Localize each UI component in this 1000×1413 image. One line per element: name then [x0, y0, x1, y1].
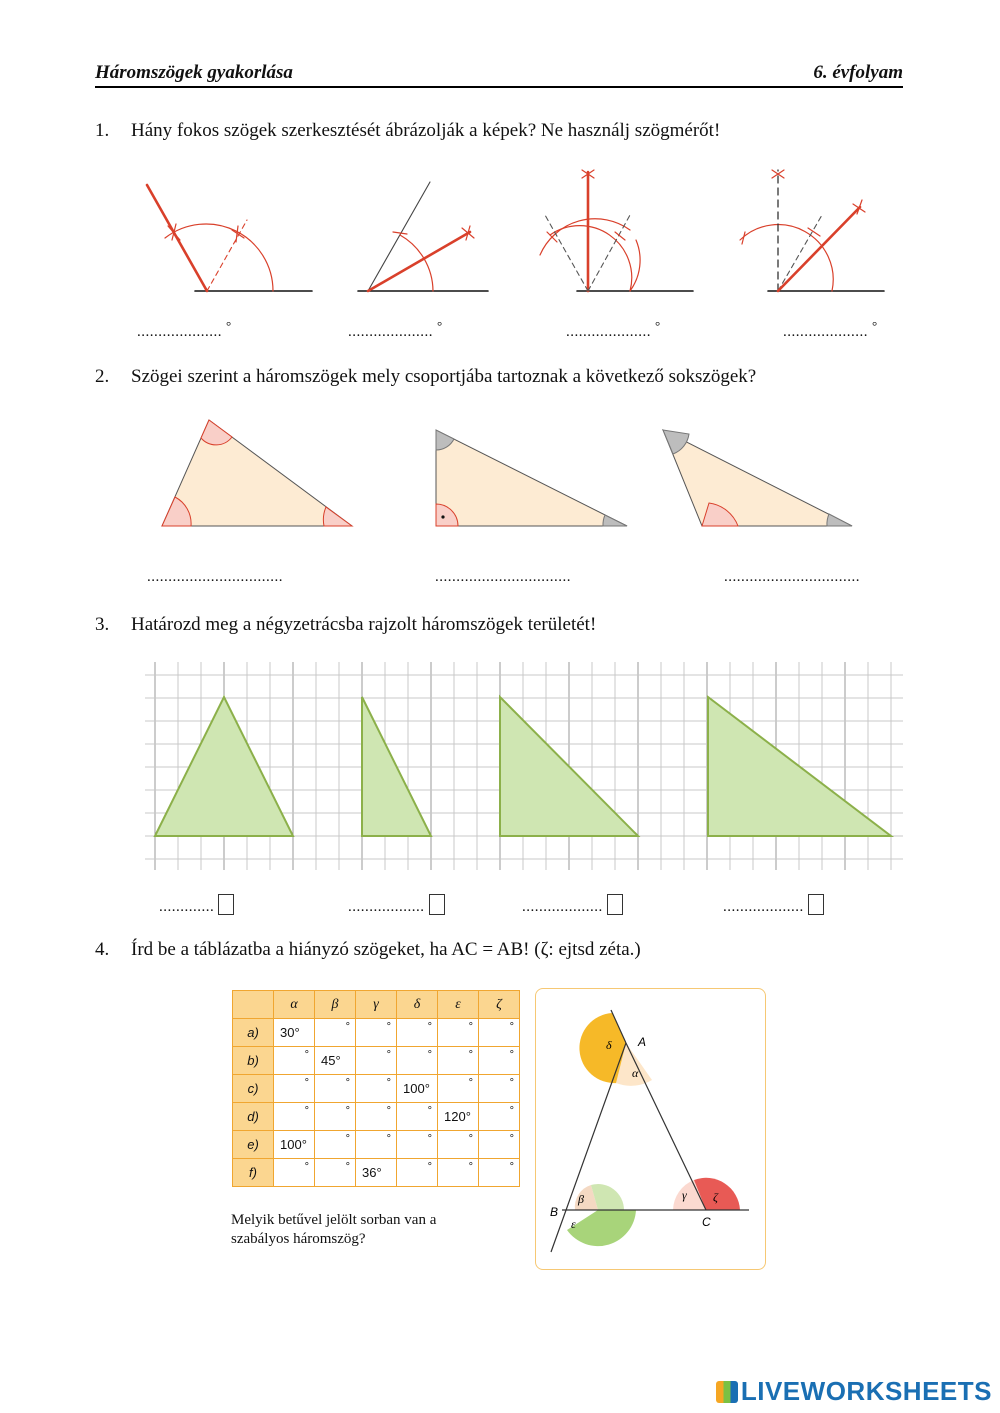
row-label: d)	[233, 1103, 274, 1131]
question-number: 4.	[95, 939, 110, 960]
col-header: ζ	[479, 991, 520, 1019]
svg-text:β: β	[578, 1192, 584, 1206]
row-label: a)	[233, 1019, 274, 1047]
missing-angle-input[interactable]: °	[274, 1075, 315, 1103]
question-text: Határozd meg a négyzetrácsba rajzolt háromszögek területét!	[131, 614, 597, 635]
question-number: 1.	[95, 120, 110, 141]
missing-angle-input[interactable]: °	[315, 1075, 356, 1103]
answer-blank-triangle-3[interactable]: ................................	[724, 569, 860, 585]
missing-angle-input[interactable]: °	[315, 1019, 356, 1047]
liveworksheets-logo: LIVEWORKSHEETS	[716, 1376, 992, 1407]
missing-angle-input[interactable]: °	[315, 1131, 356, 1159]
answer-blank-4[interactable]: .................... °	[783, 318, 878, 340]
missing-angle-input[interactable]: °	[274, 1047, 315, 1075]
missing-angle-input[interactable]: °	[479, 1047, 520, 1075]
col-header: δ	[397, 991, 438, 1019]
missing-angle-input[interactable]: °	[356, 1019, 397, 1047]
svg-text:α: α	[632, 1066, 639, 1080]
answer-blank-1[interactable]: .................... °	[137, 318, 232, 340]
missing-angle-input[interactable]: °	[438, 1075, 479, 1103]
answer-blank-2[interactable]: .................... °	[348, 318, 443, 340]
svg-text:B: B	[550, 1205, 559, 1219]
missing-angle-input[interactable]: °	[397, 1019, 438, 1047]
row-label: f)	[233, 1159, 274, 1187]
missing-angle-input[interactable]: °	[397, 1103, 438, 1131]
missing-angle-input[interactable]: °	[356, 1075, 397, 1103]
missing-angle-input[interactable]: °	[438, 1019, 479, 1047]
col-header: γ	[356, 991, 397, 1019]
missing-angle-input[interactable]: °	[479, 1019, 520, 1047]
missing-angle-input[interactable]: °	[397, 1047, 438, 1075]
svg-text:δ: δ	[606, 1038, 612, 1052]
col-header: ε	[438, 991, 479, 1019]
svg-text:ζ: ζ	[713, 1190, 718, 1204]
missing-angle-input[interactable]: °	[397, 1131, 438, 1159]
question-text: Hány fokos szögek szerkesztését ábrázolják a képek? Ne használj szögmérőt!	[131, 120, 721, 141]
worksheet-title: Háromszögek gyakorlása	[95, 62, 293, 83]
svg-text:ε: ε	[571, 1217, 576, 1231]
given-angle-cell: 45°	[315, 1047, 356, 1075]
missing-angle-input[interactable]: °	[315, 1159, 356, 1187]
col-header: α	[274, 991, 315, 1019]
question-text: Írd be a táblázatba a hiányzó szögeket, ha AC = AB! (ζ: ejtsd zéta.)	[131, 939, 641, 960]
given-angle-cell: 30°	[274, 1019, 315, 1047]
answer-blank-triangle-1[interactable]: ................................	[147, 569, 283, 585]
svg-text:A: A	[638, 1035, 647, 1049]
svg-text:γ: γ	[682, 1188, 687, 1202]
row-label: e)	[233, 1131, 274, 1159]
answer-blank-triangle-2[interactable]: ................................	[435, 569, 571, 585]
svg-text:C: C	[702, 1215, 711, 1229]
missing-angle-input[interactable]: °	[397, 1159, 438, 1187]
missing-angle-input[interactable]: °	[438, 1159, 479, 1187]
area-answer-3[interactable]: ...................	[522, 894, 623, 916]
given-angle-cell: 36°	[356, 1159, 397, 1187]
row-label: c)	[233, 1075, 274, 1103]
missing-angle-input[interactable]: °	[479, 1131, 520, 1159]
grade-label: 6. évfolyam	[813, 62, 903, 83]
question-text: Szögei szerint a háromszögek mely csoportjába tartoznak a következő sokszögek?	[131, 366, 757, 387]
question-number: 2.	[95, 366, 110, 387]
missing-angle-input[interactable]: °	[274, 1159, 315, 1187]
missing-angle-input[interactable]: °	[479, 1159, 520, 1187]
row-label: b)	[233, 1047, 274, 1075]
logo-icon	[716, 1381, 738, 1403]
missing-angle-input[interactable]: °	[438, 1131, 479, 1159]
answer-blank-3[interactable]: .................... °	[566, 318, 661, 340]
missing-angle-input[interactable]: °	[479, 1075, 520, 1103]
missing-angle-input[interactable]: °	[315, 1103, 356, 1131]
missing-angle-input[interactable]: °	[438, 1047, 479, 1075]
table-question: Melyik betűvel jelölt sorban van a szabályos háromszög?	[231, 1212, 437, 1247]
given-angle-cell: 120°	[438, 1103, 479, 1131]
area-answer-1[interactable]: .............	[159, 894, 234, 916]
area-answer-4[interactable]: ...................	[723, 894, 824, 916]
given-angle-cell: 100°	[397, 1075, 438, 1103]
question-number: 3.	[95, 614, 110, 635]
col-header: β	[315, 991, 356, 1019]
area-answer-2[interactable]: ..................	[348, 894, 445, 916]
missing-angle-input[interactable]: °	[356, 1047, 397, 1075]
missing-angle-input[interactable]: °	[479, 1103, 520, 1131]
missing-angle-input[interactable]: °	[274, 1103, 315, 1131]
given-angle-cell: 100°	[274, 1131, 315, 1159]
missing-angle-input[interactable]: °	[356, 1103, 397, 1131]
missing-angle-input[interactable]: °	[356, 1131, 397, 1159]
